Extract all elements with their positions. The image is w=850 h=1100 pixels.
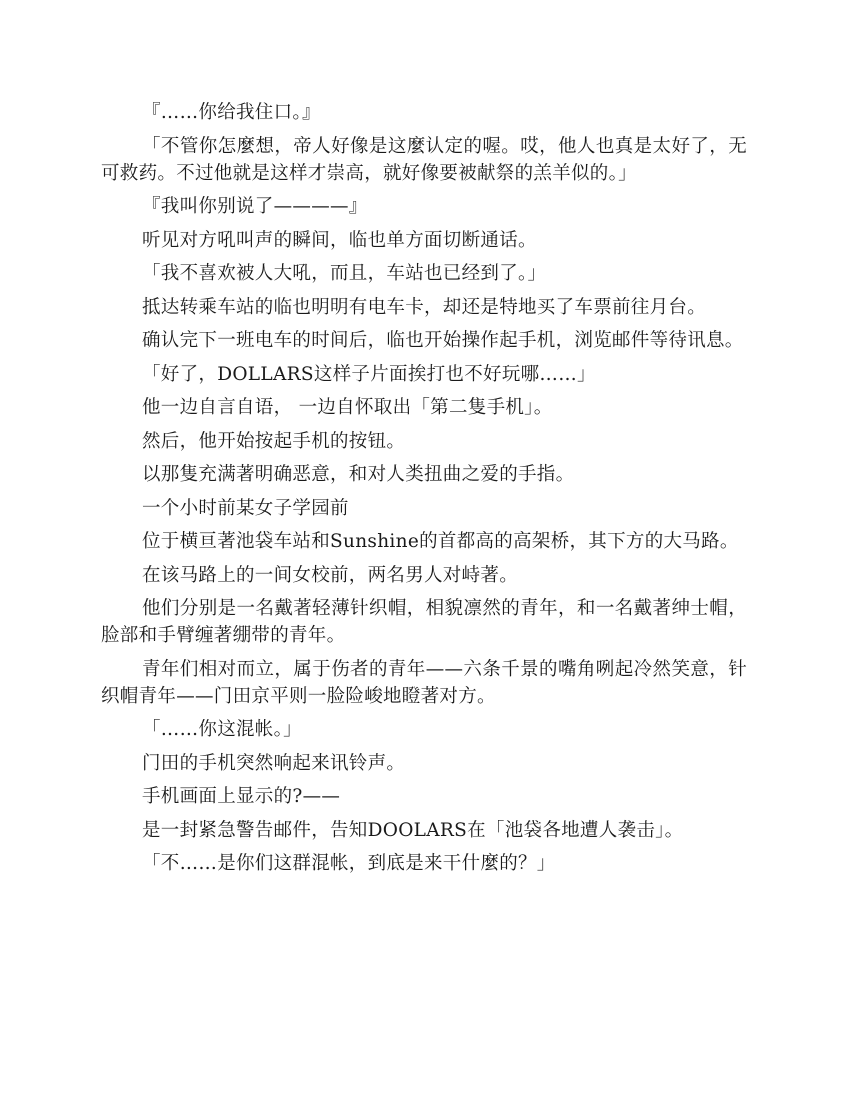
paragraph: 确认完下一班电车的时间后，临也开始操作起手机，浏览邮件等待讯息。 xyxy=(142,330,744,351)
paragraph: 门田的手机突然响起来讯铃声。 xyxy=(142,752,406,774)
paragraph: 「不管你怎麼想，帝人好像是这麼认定的喔。哎，他人也真是太好了，无可救药。不过他就是这样才崇高，就好像要被献祭的羔羊似的。」 xyxy=(101,135,747,184)
paragraph: 在该马路上的一间女校前，两名男人对峙著。 xyxy=(142,564,519,586)
paragraph: 是一封紧急警告邮件，告知DOOLARS在「池袋各地遭人袭击」。 xyxy=(142,819,684,841)
paragraph: 他们分别是一名戴著轻薄针织帽，相貌凛然的青年，和一名戴著绅士帽，脸部和手臂缠著绷带的青年。 xyxy=(101,598,747,646)
text-body xyxy=(101,99,747,884)
paragraph: 以那隻充满著明确恶意，和对人类扭曲之爱的手指。 xyxy=(142,464,575,485)
paragraph: 「我不喜欢被人大吼，而且，车站也已经到了。」 xyxy=(142,263,547,284)
paragraph: 「……你这混帐。」 xyxy=(142,719,302,740)
paragraph: 「不……是你们这群混帐，到底是来干什麼的？」 xyxy=(142,853,556,874)
paragraph: 他一边自言自语， 一边自怀取出「第二隻手机」。 xyxy=(142,397,553,418)
paragraph: 「好了，DOLLARS这样子片面挨打也不好玩哪……」 xyxy=(142,363,596,385)
paragraph: 然后，他开始按起手机的按钮。 xyxy=(142,430,406,452)
paragraph: 『……你给我住口。』 xyxy=(142,102,321,123)
paragraph: 手机画面上显示的?—— xyxy=(142,786,341,807)
paragraph: 位于横亘著池袋车站和Sunshine的首都高的高架桥，其下方的大马路。 xyxy=(142,531,739,552)
paragraph: 青年们相对而立，属于伤者的青年——六条千景的嘴角咧起冷然笑意，针织帽青年——门田京平则一脸险峻地瞪著对方。 xyxy=(101,658,747,707)
paragraph: 『我叫你别说了————』 xyxy=(142,196,368,217)
paragraph: 抵达转乘车站的临也明明有电车卡，却还是特地买了车票前往月台。 xyxy=(142,296,707,318)
paragraph: 听见对方吼叫声的瞬间，临也单方面切断通话。 xyxy=(142,229,537,251)
section-heading: 一个小时前某女子学园前 xyxy=(142,497,349,519)
